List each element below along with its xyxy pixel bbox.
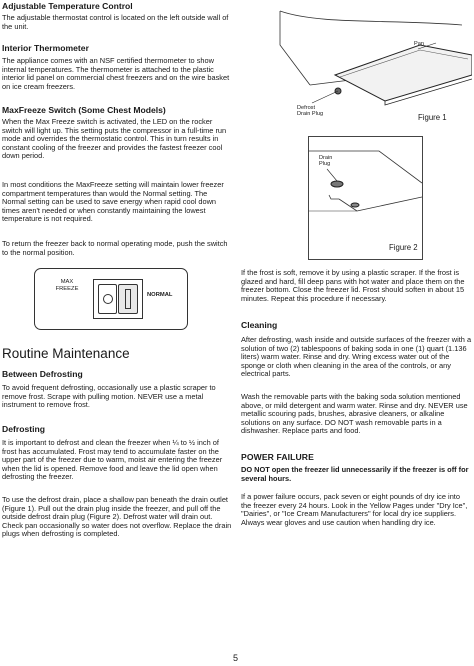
paragraph-defrosting-2: To use the defrost drain, place a shallow pan beneath the drain outlet (Figure 1). Pull out the drain plug inside the freezer, and pull off the outside defrost drain plug (Figure 2). Defrost water will drain out. Check pan occasionally so water does not overflow. Replace the drain plugs when defrosting is completed. <box>2 495 232 539</box>
figure-1 <box>240 5 472 133</box>
heading-interior-thermometer: Interior Thermometer <box>2 43 89 53</box>
paragraph-between-defrosting: To avoid frequent defrosting, occasionally use a plastic scraper to remove frost. Scrape with pulling motion. NEVER use a metal instrument to remove frost. <box>2 383 216 410</box>
paragraph-defrosting-1: It is important to defrost and clean the freezer when ¼ to ½ inch of frost has accumulated. Frost may tend to accumulate faster on the upper part of the freezer due to warm, moist air entering the freezer when the lid is opened. Remove food and leave the lid open when defrosting the freezer. <box>2 438 223 482</box>
heading-cleaning: Cleaning <box>241 320 278 330</box>
paragraph-cleaning-2: Wash the removable parts with the baking soda solution mentioned above, or mild detergent and warm water. Rinse and dry. NEVER use metallic scouring pads, brushes, abrasive cleaners, or alkaline solutions on any surface. DO NOT wash removable parts in a dishwasher. Replace parts and food. <box>241 392 468 436</box>
figure-2 <box>308 136 423 260</box>
figure-1-label-pan: Pan <box>414 41 424 47</box>
maxfreeze-switch-panel <box>34 268 188 330</box>
paragraph-maxfreeze-2: In most conditions the MaxFreeze setting will maintain lower freezer compartment temperatures than would the Normal setting. The Normal setting can be used to save energy when rapid cool down times aren't needed or when constantly maintaining the lowest temperature is not required. <box>2 180 224 224</box>
heading-routine-maintenance: Routine Maintenance <box>2 346 130 361</box>
switch-label-max-freeze: MAX FREEZE <box>55 279 79 292</box>
paragraph-maxfreeze-3: To return the freezer back to normal operating mode, push the switch to the normal position. <box>2 239 228 257</box>
figure-1-label-drain-plug: Defrost Drain Plug <box>297 105 324 118</box>
led-indicator-icon <box>103 294 113 304</box>
paragraph-soft-frost: If the frost is soft, remove it by using a plastic scraper. If the frost is glazed and hard, fill deep pans with hot water and place them on the freezer bottom. Close the freezer lid. Frost should soften in about 15 minutes. Repeat this procedure if necessary. <box>241 268 465 303</box>
rocker-left <box>98 284 117 314</box>
heading-power-failure: POWER FAILURE <box>241 452 314 462</box>
paragraph-interior-thermometer: The appliance comes with an NSF certified thermometer to show internal temperatures. The thermometer is attached to the plastic interior lid panel on commercial chest freezers and on the wire basket on ice cream freezers. <box>2 56 230 91</box>
figure-2-label-drain-plug: Drain Plug <box>319 155 333 168</box>
heading-between-defrosting: Between Defrosting <box>2 369 83 379</box>
figure-1-caption: Figure 1 <box>418 113 447 122</box>
rocker-ridge <box>125 289 131 309</box>
paragraph-maxfreeze-1: When the Max Freeze switch is activated, the LED on the rocker switch will light up. This setting puts the compressor in a full-time run mode and overrides the thermostatic control. This in turn results in constant cooling of the freezer and provides the fastest freezer cool down period. <box>2 117 227 161</box>
heading-adjustable-temperature: Adjustable Temperature Control <box>2 1 133 11</box>
paragraph-power-failure: If a power failure occurs, pack seven or eight pounds of dry ice into the freezer every 24 hours. Look in the Yellow Pages under "Dry Ice", "Dairies", or "Ice Cream Manufacturers" for local dry ice suppliers. Always wear gloves and use caution when handling dry ice. <box>241 492 468 527</box>
rocker-right <box>118 284 138 314</box>
paragraph-thermostat: The adjustable thermostat control is located on the left outside wall of the unit. <box>2 13 229 31</box>
rocker-switch[interactable] <box>93 279 143 319</box>
paragraph-power-warning: DO NOT open the freezer lid unnecessarily if the freezer is off for several hours. <box>241 465 469 483</box>
switch-label-normal: NORMAL <box>147 292 173 298</box>
heading-defrosting: Defrosting <box>2 424 45 434</box>
paragraph-cleaning-1: After defrosting, wash inside and outside surfaces of the freezer with a solution of two (2) tablespoons of baking soda in one (1) quart (1.136 liters) warm water. Rinse and dry. Wring excess water out of the sponge or cloth when cleaning in the area of the controls, or any electrical parts. <box>241 335 472 379</box>
heading-maxfreeze: MaxFreeze Switch (Some Chest Models) <box>2 105 166 115</box>
page-number: 5 <box>233 653 239 663</box>
figure-2-caption: Figure 2 <box>389 243 418 252</box>
